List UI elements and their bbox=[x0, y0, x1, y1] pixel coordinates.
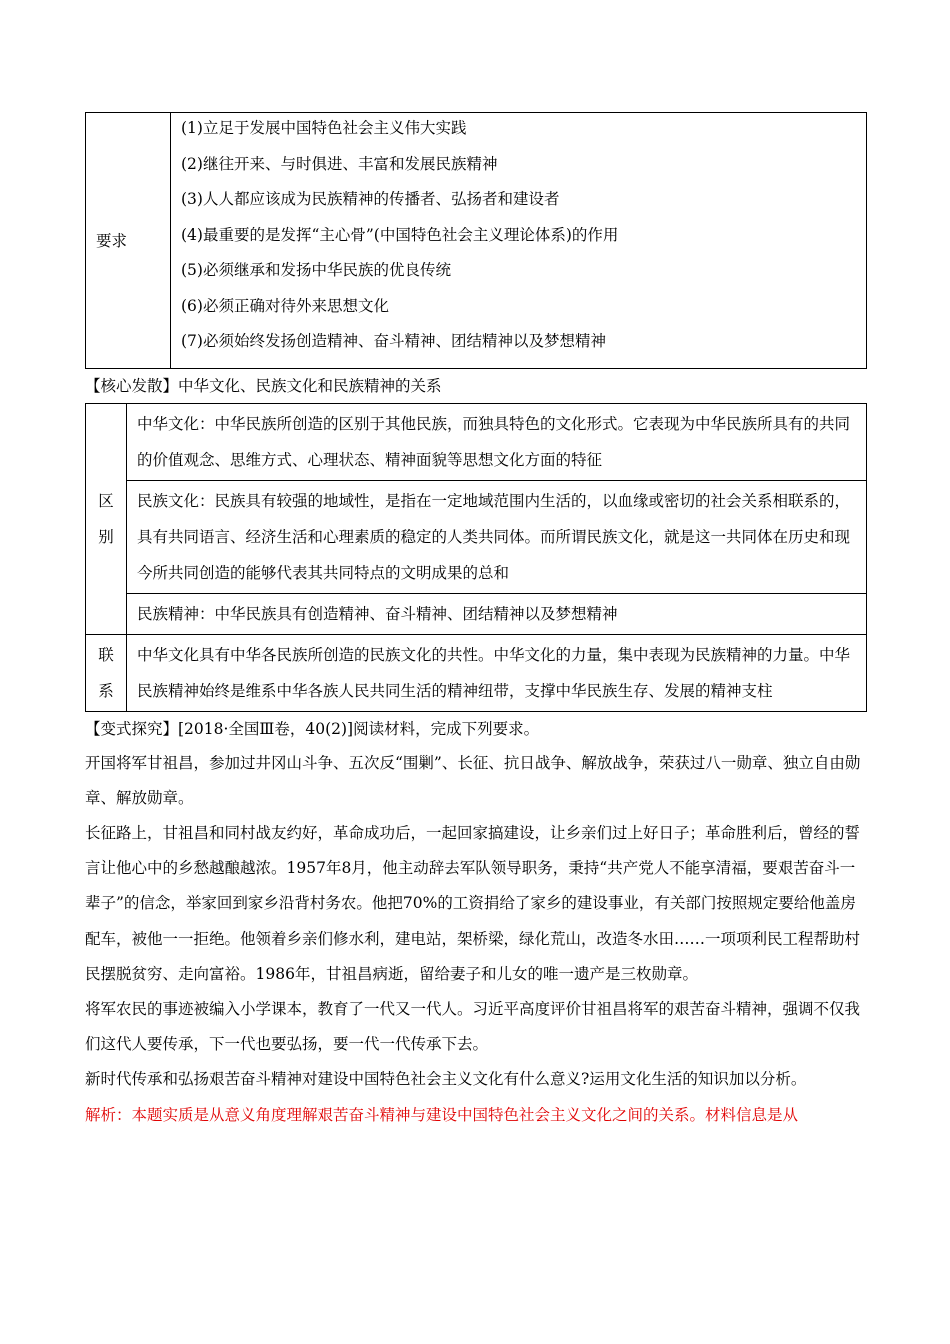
connection-label-char: 联 bbox=[98, 645, 114, 664]
difference-ethnic-culture: 民族文化：民族具有较强的地域性，是指在一定地域范围内生活的，以血缘或密切的社会关系相联系的，具有共同语言、经济生活和心理素质的稳定的人类共同体。而所谓民族文化，就是这一共同体在历史和现今所共同创造的能够代表其共同特点的文明成果的总和 bbox=[127, 480, 867, 593]
material-paragraph: 开国将军甘祖昌，参加过井冈山斗争、五次反“围剿”、长征、抗日战争、解放战争，荣获过八一勋章、独立自由勋章、解放勋章。 bbox=[85, 753, 861, 807]
requirements-list bbox=[171, 113, 867, 369]
requirement-item: (2)继往开来、与时俱进、丰富和发展民族精神 bbox=[181, 154, 498, 173]
connection-text: 中华文化具有中华各民族所创造的民族文化的共性。中华文化的力量，集中表现为民族精神的力量。中华民族精神始终是维系中华各族人民共同生活的精神纽带，支撑中华民族生存、发展的精神支柱 bbox=[127, 634, 867, 711]
difference-chinese-culture: 中华文化：中华民族所创造的区别于其他民族，而独具特色的文化形式。它表现为中华民族所具有的共同的价值观念、思维方式、心理状态、精神面貌等思想文化方面的特征 bbox=[127, 403, 867, 480]
difference-national-spirit: 民族精神：中华民族具有创造精神、奋斗精神、团结精神以及梦想精神 bbox=[127, 593, 867, 634]
difference-label-char: 区 bbox=[98, 491, 114, 510]
analysis-paragraph: 解析：本题实质是从意义角度理解艰苦奋斗精神与建设中国特色社会主义文化之间的关系。材料信息是从 bbox=[85, 1105, 799, 1124]
material-paragraph: 长征路上，甘祖昌和同村战友约好，革命成功后，一起回家搞建设，让乡亲们过上好日子；革命胜利后，曾经的誓言让他心中的乡愁越酿越浓。1957年8月，他主动辞去军队领导职务，秉持“共产党人不能享清福，要艰苦奋斗一辈子”的信念，举家回到家乡沿背村务农。他把70%的工资捐给了家乡的建设事业，有关部门按照规定要给他盖房配车，被他一一拒绝。他领着乡亲们修水利，建电站，架桥梁，绿化荒山，改造冬水田……一项项利民工程帮助村民摆脱贫穷、走向富裕。1986年，甘祖昌病逝，留给妻子和儿女的唯一遗产是三枚勋章。 bbox=[85, 823, 861, 983]
relation-table bbox=[85, 403, 867, 712]
core-heading: 【核心发散】中华文化、民族文化和民族精神的关系 bbox=[85, 376, 442, 395]
document-page bbox=[85, 112, 867, 1133]
variant-heading: 【变式探究】[2018·全国Ⅲ卷，40(2)]阅读材料，完成下列要求。 bbox=[85, 719, 540, 738]
material-paragraph: 将军农民的事迹被编入小学课本，教育了一代又一代人。习近平高度评价甘祖昌将军的艰苦奋斗精神，强调不仅我们这代人要传承，下一代也要弘扬，要一代一代传承下去。 bbox=[85, 999, 861, 1054]
requirements-label: 要求 bbox=[86, 113, 171, 369]
connection-label-char: 系 bbox=[98, 681, 114, 700]
difference-label-char: 别 bbox=[98, 527, 114, 546]
requirement-item: (6)必须正确对待外来思想文化 bbox=[181, 296, 389, 315]
requirements-table bbox=[85, 112, 867, 369]
question-paragraph: 新时代传承和弘扬艰苦奋斗精神对建设中国特色社会主义文化有什么意义?运用文化生活的知识加以分析。 bbox=[85, 1070, 807, 1089]
requirement-item: (5)必须继承和发扬中华民族的优良传统 bbox=[181, 261, 451, 279]
difference-label bbox=[86, 403, 127, 634]
requirement-item: (7)必须始终发扬创造精神、奋斗精神、团结精神以及梦想精神 bbox=[181, 332, 606, 350]
requirement-item: (3)人人都应该成为民族精神的传播者、弘扬者和建设者 bbox=[181, 190, 560, 208]
requirement-item: (4)最重要的是发挥“主心骨”(中国特色社会主义理论体系)的作用 bbox=[181, 225, 619, 244]
connection-label bbox=[86, 634, 127, 711]
requirement-item: (1)立足于发展中国特色社会主义伟大实践 bbox=[181, 119, 467, 137]
